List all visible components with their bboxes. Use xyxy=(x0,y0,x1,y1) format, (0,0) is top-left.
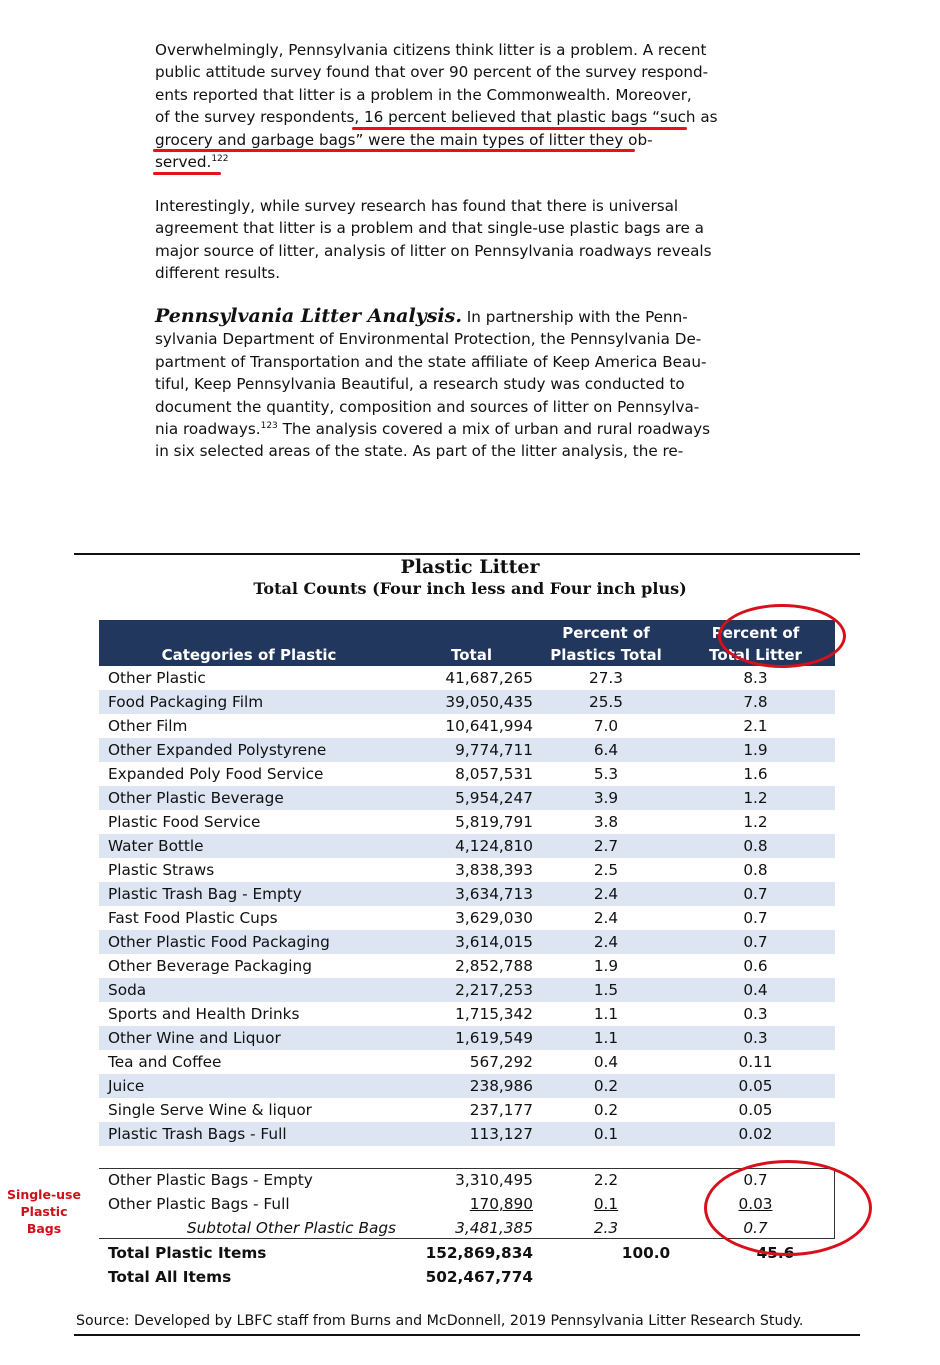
cell-total xyxy=(399,1216,536,1240)
table-row xyxy=(99,810,835,834)
text-line xyxy=(155,106,718,128)
cell-category: Other Plastic xyxy=(108,669,206,687)
cell-category: Expanded Poly Food Service xyxy=(108,765,324,783)
cell-total xyxy=(399,1192,536,1216)
cell-total: 5,819,791 xyxy=(455,813,533,831)
cell-pct-plastics: 0.4 xyxy=(593,1053,619,1071)
table-row xyxy=(99,714,835,738)
col-header-category xyxy=(99,620,399,666)
highlighted-text: 16 percent believed that plastic bags “such as xyxy=(364,108,718,127)
text-run: The analysis covered a mix of urban and rural roadways xyxy=(277,420,711,439)
total-plastic-label: Total Plastic Items xyxy=(108,1244,267,1262)
cell-total: 1,619,549 xyxy=(399,1026,536,1050)
red-circle-annotation xyxy=(704,1160,872,1256)
cell-pct-litter: 2.1 xyxy=(743,717,768,735)
cell-category: Juice xyxy=(99,1074,399,1098)
header-label: Percent of xyxy=(562,624,650,642)
table-row xyxy=(99,1098,835,1122)
total-plastic-litter-pct: 45.6 xyxy=(756,1244,795,1262)
total-plastic-value: 152,869,834 xyxy=(425,1244,533,1262)
text-line: tiful, Keep Pennsylvania Beautiful, a research study was conducted to xyxy=(155,375,685,394)
cell-pct-plastics: 1.9 xyxy=(593,957,619,975)
header-label: Percent of xyxy=(711,624,800,642)
cell-pct-litter: 0.3 xyxy=(743,1005,768,1023)
cell-category: Water Bottle xyxy=(99,834,399,858)
cell-pct-litter: 0.7 xyxy=(743,909,768,927)
annotation-line: Single-use xyxy=(7,1187,81,1202)
text-run: of the survey respondents, xyxy=(155,108,365,127)
cell-pct-litter: 8.3 xyxy=(743,669,768,687)
text-line: partment of Transportation and the state affiliate of Keep America Beau- xyxy=(155,352,707,371)
cell-total: 113,127 xyxy=(399,1122,536,1146)
cell-pct-plastics: 2.4 xyxy=(593,909,619,927)
cell-pct-plastics: 0.1 xyxy=(536,1122,676,1146)
table-row xyxy=(99,834,835,858)
cell-total: 8,057,531 xyxy=(455,765,533,783)
cell-pct-litter: 0.7 xyxy=(676,882,835,906)
header-label: Plastics Total xyxy=(550,646,662,664)
text-line: agreement that litter is a problem and that single-use plastic bags are a xyxy=(155,219,704,238)
cell-total: 5,954,247 xyxy=(399,786,536,810)
table-row xyxy=(99,1122,835,1146)
table-row xyxy=(99,978,835,1002)
cell-pct-plastics: 2.5 xyxy=(593,861,619,879)
cell-pct-litter: 0.3 xyxy=(676,1026,835,1050)
cell-pct-litter: 0.05 xyxy=(676,1074,835,1098)
cell-pct-litter: 0.7 xyxy=(676,930,835,954)
text-run: In partnership with the Penn- xyxy=(461,308,688,326)
table-row xyxy=(99,762,835,786)
red-circle-annotation xyxy=(718,604,846,668)
table-row xyxy=(99,738,835,762)
cell-category: Other Plastic Food Packaging xyxy=(99,930,399,954)
cell-pct-plastics: 25.5 xyxy=(536,690,676,714)
cell-category: Other Film xyxy=(108,717,188,735)
table-row xyxy=(99,666,835,690)
bottom-rule xyxy=(74,1334,860,1336)
cell-total: 39,050,435 xyxy=(399,690,536,714)
cell-pct-plastics: 0.2 xyxy=(536,1074,676,1098)
cell-total: 4,124,810 xyxy=(399,834,536,858)
cell-pct-litter: 1.2 xyxy=(743,813,768,831)
header-label: Total xyxy=(451,646,492,664)
header-label: Categories of Plastic xyxy=(161,646,337,664)
table-row xyxy=(99,1074,835,1098)
cell-category: Other Plastic Bags - Full xyxy=(108,1195,290,1213)
table-row xyxy=(99,954,835,978)
text-run: nia roadways. xyxy=(155,420,261,439)
table-row xyxy=(99,1026,835,1050)
cell-pct-litter: 1.9 xyxy=(676,738,835,762)
cell-pct-plastics: 2.3 xyxy=(593,1219,619,1237)
cell-category: Single Serve Wine & liquor xyxy=(108,1101,312,1119)
text-line: public attitude survey found that over 90 percent of the survey respond- xyxy=(155,63,709,82)
cell-total xyxy=(399,1168,536,1192)
table-row xyxy=(99,786,835,810)
cell-pct-litter: 1.6 xyxy=(743,765,768,783)
text-line: major source of litter, analysis of litter on Pennsylvania roadways reveals xyxy=(155,241,712,260)
footnote-ref: 122 xyxy=(211,153,229,164)
cell-pct-litter: 0.11 xyxy=(738,1053,773,1071)
table-row xyxy=(99,1050,835,1074)
table-row xyxy=(99,930,835,954)
cell-pct-plastics: 1.1 xyxy=(593,1005,619,1023)
total-plastic-pct: 100.0 xyxy=(621,1244,671,1262)
col-header-total xyxy=(399,620,536,666)
cell-category: Sports and Health Drinks xyxy=(108,1005,300,1023)
cell-total: 2,217,253 xyxy=(399,978,536,1002)
text-line: different results. xyxy=(155,264,281,283)
cell-pct-litter: 0.7 xyxy=(743,1171,768,1189)
cell-pct-plastics: 3.9 xyxy=(536,786,676,810)
text-line xyxy=(155,151,695,173)
text-line: document the quantity, composition and sources of litter on Pennsylva- xyxy=(155,397,700,416)
table-row xyxy=(99,1002,835,1026)
red-underline xyxy=(153,172,221,175)
cell-category: Plastic Straws xyxy=(108,861,215,879)
cell-total: 237,177 xyxy=(469,1101,533,1119)
footnote-ref: 123 xyxy=(260,420,278,431)
cell-category: Other Wine and Liquor xyxy=(99,1026,399,1050)
highlighted-text: grocery and garbage bags” were the main types of litter they ob- xyxy=(155,130,653,149)
paragraph-litter-analysis xyxy=(155,305,711,463)
cell-total: 3,629,030 xyxy=(455,909,533,927)
red-underline xyxy=(153,149,635,152)
cell-total: 1,715,342 xyxy=(455,1005,533,1023)
section-heading: Pennsylvania Litter Analysis. xyxy=(155,305,462,327)
cell-total: 3,634,713 xyxy=(399,882,536,906)
cell-pct-plastics: 7.0 xyxy=(593,717,619,735)
cell-total: 10,641,994 xyxy=(445,717,533,735)
cell-category: Tea and Coffee xyxy=(108,1053,222,1071)
cell-total: 3,838,393 xyxy=(455,861,533,879)
cell-category: Other Plastic Beverage xyxy=(99,786,399,810)
cell-category: Fast Food Plastic Cups xyxy=(108,909,278,927)
cell-pct-litter: 0.6 xyxy=(743,957,768,975)
cell-pct-litter: 0.8 xyxy=(676,834,835,858)
header-label: Total Litter xyxy=(709,646,802,664)
plastic-litter-table xyxy=(99,620,835,1146)
cell-category: Soda xyxy=(99,978,399,1002)
cell-pct-plastics: 27.3 xyxy=(588,669,624,687)
cell-total: 238,986 xyxy=(399,1074,536,1098)
col-header-pct-plastics xyxy=(536,620,676,666)
cell-pct-plastics: 5.3 xyxy=(593,765,619,783)
text-line: in six selected areas of the state. As part of the litter analysis, the re- xyxy=(155,442,684,461)
value: 0.03 xyxy=(738,1195,773,1213)
cell-pct-litter: 0.05 xyxy=(738,1101,773,1119)
cell-pct-plastics: 1.5 xyxy=(536,978,676,1002)
text-line: Interestingly, while survey research has found that there is universal xyxy=(155,197,679,215)
cell-total: 41,687,265 xyxy=(445,669,533,687)
cell-pct-litter: 0.02 xyxy=(676,1122,835,1146)
cell-pct-plastics xyxy=(536,1192,676,1216)
cell-category: Other Plastic Bags - Empty xyxy=(108,1171,313,1189)
cell-pct-litter: 0.7 xyxy=(743,1219,768,1237)
cell-pct-litter: 7.8 xyxy=(676,690,835,714)
value: 3,310,495 xyxy=(455,1171,533,1189)
table-subtitle: Total Counts (Four inch less and Four inch plus) xyxy=(253,579,687,598)
text-line xyxy=(155,418,711,440)
cell-pct-plastics: 2.7 xyxy=(536,834,676,858)
highlighted-text: served. xyxy=(155,153,212,172)
table-title: Plastic Litter xyxy=(400,556,540,578)
cell-total: 3,614,015 xyxy=(399,930,536,954)
cell-category: Plastic Trash Bag - Empty xyxy=(99,882,399,906)
cell-pct-plastics: 6.4 xyxy=(536,738,676,762)
paragraph-survey xyxy=(155,39,718,173)
cell-category: Plastic Food Service xyxy=(108,813,261,831)
value: 170,890 xyxy=(469,1195,533,1213)
cell-pct-litter: 0.4 xyxy=(676,978,835,1002)
table-row xyxy=(99,882,835,906)
cell-pct-plastics: 2.4 xyxy=(536,882,676,906)
total-all-value: 502,467,774 xyxy=(425,1268,533,1286)
cell-category: Other Expanded Polystyrene xyxy=(99,738,399,762)
total-all-label: Total All Items xyxy=(108,1268,232,1286)
table-row xyxy=(99,906,835,930)
paragraph-interestingly xyxy=(155,195,712,285)
text-line xyxy=(155,305,695,328)
cell-total: 9,774,711 xyxy=(399,738,536,762)
single-use-annotation xyxy=(2,1186,86,1237)
value: 3,481,385 xyxy=(455,1219,533,1237)
table-row xyxy=(99,858,835,882)
text-line: Overwhelmingly, Pennsylvania citizens think litter is a problem. A recent xyxy=(155,41,707,59)
value: 0.1 xyxy=(593,1195,619,1213)
cell-category: Plastic Trash Bags - Full xyxy=(99,1122,399,1146)
red-underline xyxy=(352,127,687,130)
cell-pct-litter: 0.8 xyxy=(743,861,768,879)
cell-category: Other Beverage Packaging xyxy=(108,957,312,975)
cell-category: Subtotal Other Plastic Bags xyxy=(186,1219,396,1237)
text-line: sylvania Department of Environmental Protection, the Pennsylvania De- xyxy=(155,330,702,349)
table-row xyxy=(99,690,835,714)
text-line: ents reported that litter is a problem in the Commonwealth. Moreover, xyxy=(155,85,692,104)
cell-pct-plastics: 2.2 xyxy=(593,1171,619,1189)
cell-pct-litter: 1.2 xyxy=(676,786,835,810)
cell-total: 2,852,788 xyxy=(455,957,533,975)
cell-pct-plastics: 0.2 xyxy=(593,1101,619,1119)
top-rule xyxy=(74,553,860,555)
source-note: Source: Developed by LBFC staff from Burns and McDonnell, 2019 Pennsylvania Litter Research Study. xyxy=(76,1313,804,1329)
cell-pct-plastics: 1.1 xyxy=(536,1026,676,1050)
cell-pct-plastics: 3.8 xyxy=(593,813,619,831)
cell-total: 567,292 xyxy=(469,1053,533,1071)
cell-category: Food Packaging Film xyxy=(99,690,399,714)
table-body xyxy=(99,666,835,1146)
cell-pct-plastics: 2.4 xyxy=(536,930,676,954)
annotation-line: Plastic Bags xyxy=(20,1204,68,1236)
